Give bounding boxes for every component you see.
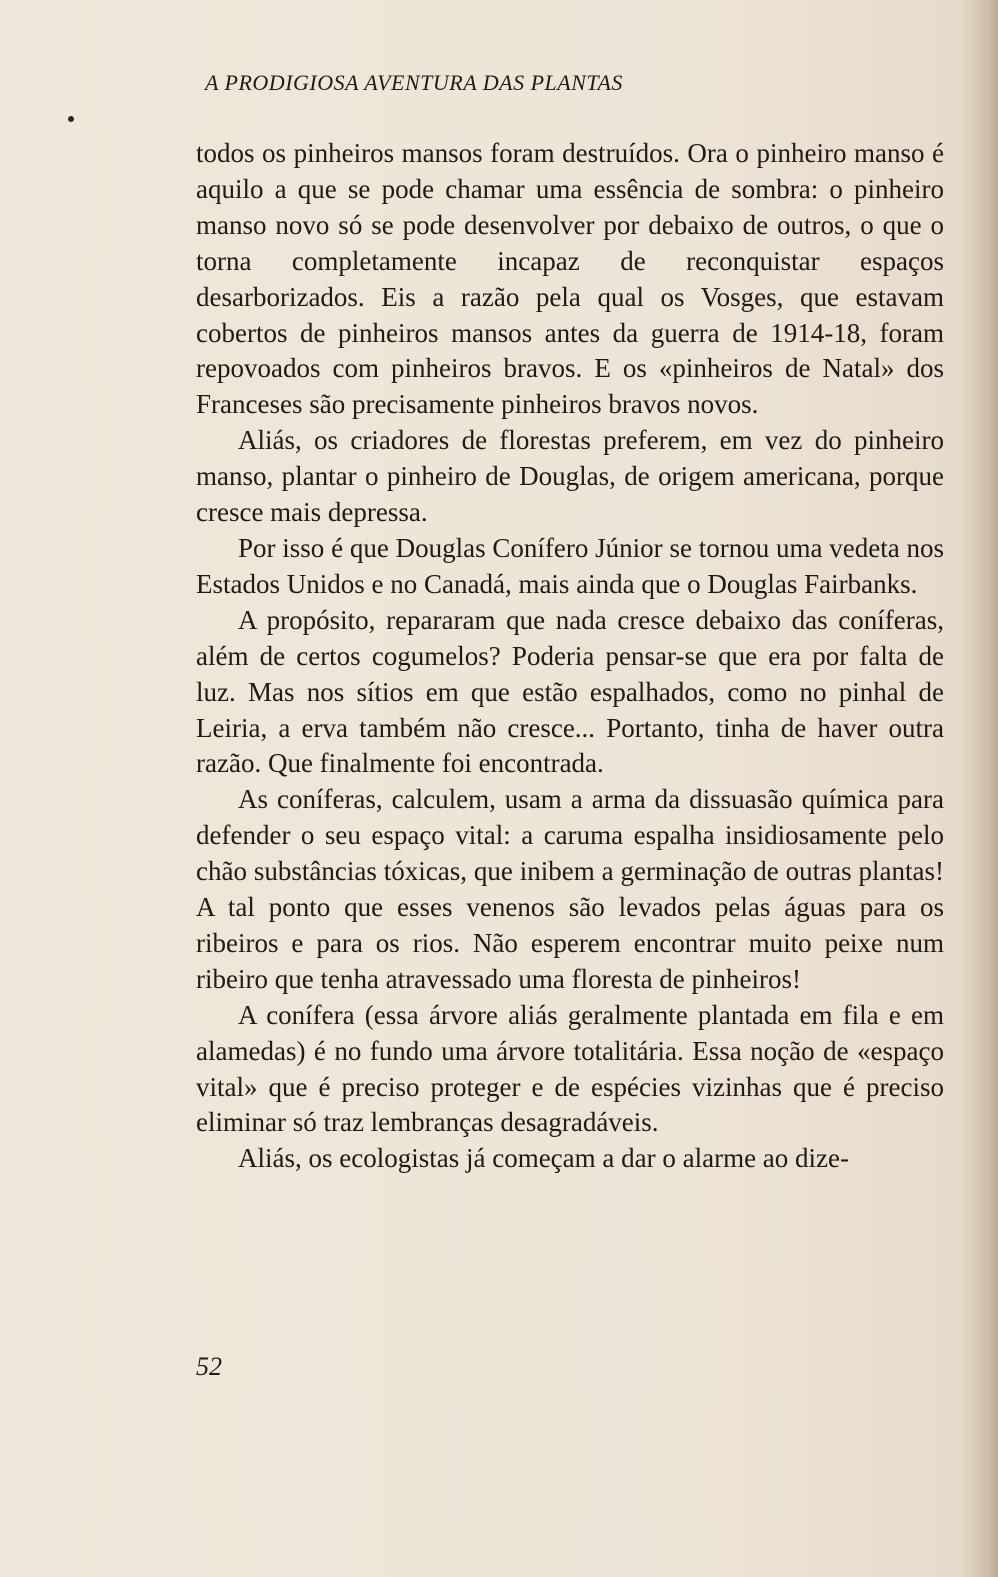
paragraph: todos os pinheiros mansos foram destruídos. Ora o pinheiro manso é aquilo a que se pode chamar uma essência de sombra: o pinheiro manso novo só se pode desenvolver por debaixo de outros, o que o torna completamente incapaz de reconquistar espaços desarborizados. Eis a razão pela qual os Vosges, que estavam cobertos de pinheiros mansos antes da guerra de 1914-18, foram repovoados com pinheiros bravos. E os «pinheiros de Natal» dos Franceses são precisamente pinheiros bravos novos. bbox=[196, 138, 944, 420]
page-number: 52 bbox=[196, 1352, 222, 1381]
paragraph: Por isso é que Douglas Conífero Júnior se tornou uma vedeta nos Estados Unidos e no Canadá, mais ainda que o Douglas Fairbanks. bbox=[196, 532, 944, 599]
paragraph: A propósito, repararam que nada cresce debaixo das coníferas, além de certos cogumelos? Poderia pensar-se que era por falta de luz. Mas nos sítios em que estão espalhados, como no pinhal de Leiria, a erva também não cresce... Portanto, tinha de haver outra razão. Que finalmente foi encontrada. bbox=[196, 604, 944, 779]
paragraph: As coníferas, calculem, usam a arma da dissuasão química para defender o seu espaço vital: a caruma espalha insidiosamente pelo chão substâncias tóxicas, que inibem a germinação de outras plantas! A tal ponto que esses venenos são levados pelas águas para os ribeiros e para os rios. Não esperem encontrar muito peixe num ribeiro que tenha atravessado uma floresta de pinheiros! bbox=[196, 784, 944, 994]
body-text bbox=[196, 136, 944, 1177]
running-head: A PRODIGIOSA AVENTURA DAS PLANTAS bbox=[205, 70, 623, 95]
margin-dot bbox=[68, 116, 74, 122]
paragraph: Aliás, os ecologistas já começam a dar o alarme ao dize- bbox=[238, 1143, 849, 1174]
paragraph: Aliás, os criadores de florestas preferem, em vez do pinheiro manso, plantar o pinheiro de Douglas, de origem americana, porque cresce mais depressa. bbox=[196, 425, 944, 528]
paragraph: A conífera (essa árvore aliás geralmente plantada em fila e em alamedas) é no fundo uma árvore totalitária. Essa noção de «espaço vital» que é preciso proteger e de espécies vizinhas que é preciso eliminar só traz lembranças desagradáveis. bbox=[196, 999, 944, 1138]
